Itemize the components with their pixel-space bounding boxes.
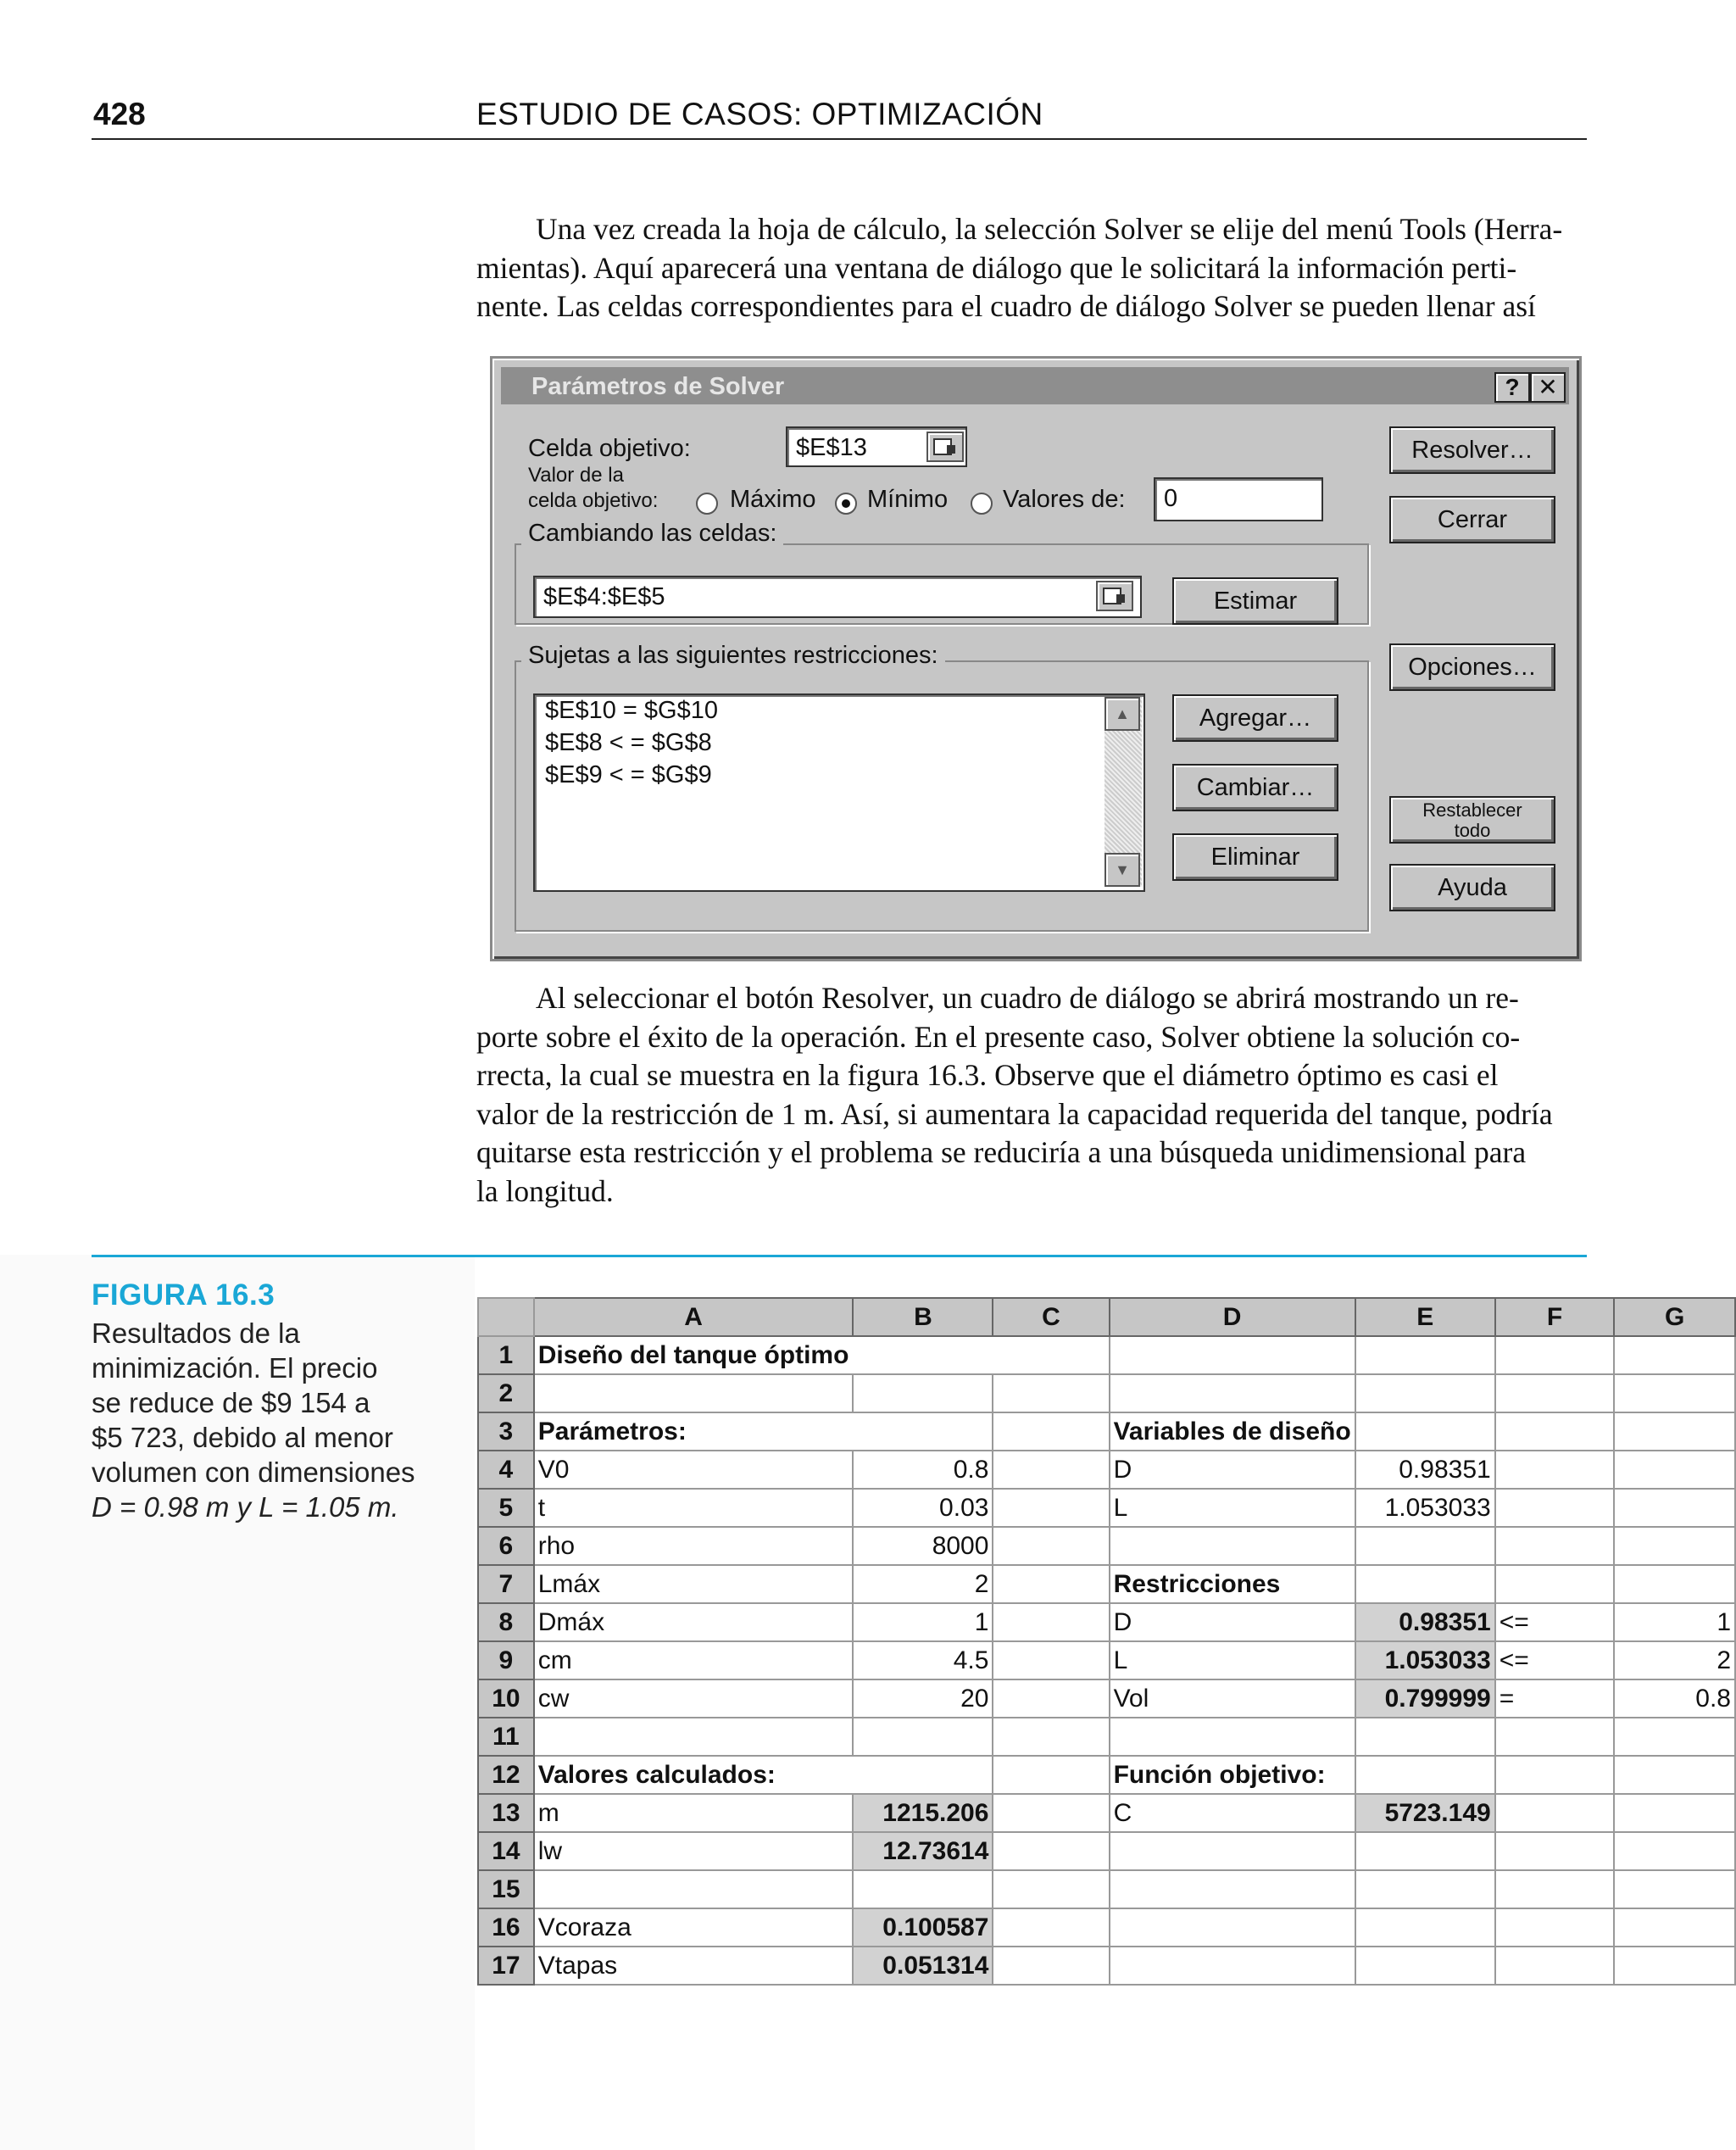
cell-e[interactable]: 0.799999: [1355, 1679, 1495, 1718]
restablecer-button[interactable]: [1389, 796, 1555, 844]
cell-a[interactable]: cm: [534, 1641, 854, 1679]
cell-d[interactable]: Variables de diseño: [1110, 1412, 1355, 1451]
cell-g[interactable]: [1614, 1832, 1735, 1870]
figure-caption: [92, 1316, 431, 1524]
cell-a[interactable]: t: [534, 1489, 854, 1527]
cell-g[interactable]: [1614, 1718, 1735, 1756]
cell-b[interactable]: [853, 1756, 993, 1794]
constraint-item[interactable]: $E$9 < = $G$9: [545, 761, 712, 788]
text-line: la longitud.: [476, 1173, 614, 1208]
cell-f[interactable]: [1495, 1718, 1615, 1756]
cell-e[interactable]: [1355, 1412, 1495, 1451]
page-number: 428: [93, 97, 146, 131]
row-header[interactable]: 3: [478, 1412, 534, 1451]
cell-f[interactable]: [1495, 1870, 1615, 1908]
cell-b[interactable]: 20: [853, 1679, 993, 1718]
table-row: [478, 1603, 1735, 1641]
table-row: [478, 1832, 1735, 1870]
table-row: [478, 1870, 1735, 1908]
row-header[interactable]: 10: [478, 1679, 534, 1718]
value-label-2: celda objetivo:: [528, 489, 659, 512]
ayuda-button[interactable]: Ayuda: [1389, 864, 1555, 911]
cell-f[interactable]: [1495, 1832, 1615, 1870]
cell-f[interactable]: <=: [1495, 1603, 1615, 1641]
column-header[interactable]: D: [1110, 1298, 1355, 1336]
cell-f[interactable]: [1495, 1412, 1615, 1451]
cell-g[interactable]: [1614, 1336, 1735, 1374]
row-header[interactable]: 5: [478, 1489, 534, 1527]
row-header[interactable]: 6: [478, 1527, 534, 1565]
cell-c[interactable]: [993, 1565, 1109, 1603]
cell-c[interactable]: [993, 1832, 1109, 1870]
constraint-item[interactable]: $E$8 < = $G$8: [545, 729, 712, 756]
row-header[interactable]: 15: [478, 1870, 534, 1908]
cell-b[interactable]: 4.5: [853, 1641, 993, 1679]
cell-a[interactable]: Parámetros:: [534, 1412, 854, 1451]
corner-cell[interactable]: [478, 1298, 534, 1336]
table-row: [478, 1451, 1735, 1489]
table-row: [478, 1679, 1735, 1718]
cell-f[interactable]: [1495, 1527, 1615, 1565]
table-row: [478, 1374, 1735, 1412]
caption-line: D = 0.98 m y L = 1.05 m.: [92, 1491, 399, 1523]
cell-b[interactable]: 1215.206: [853, 1794, 993, 1832]
table-row: [478, 1947, 1735, 1985]
cell-c[interactable]: [993, 1870, 1109, 1908]
caption-line: se reduce de $9 154 a: [92, 1387, 370, 1418]
cell-c[interactable]: [993, 1756, 1109, 1794]
table-row: [478, 1908, 1735, 1947]
constraints-list[interactable]: [533, 693, 1145, 892]
row-header[interactable]: 4: [478, 1451, 534, 1489]
table-row: [478, 1718, 1735, 1756]
cambiar-button[interactable]: Cambiar…: [1172, 764, 1338, 811]
cell-e[interactable]: [1355, 1718, 1495, 1756]
cell-a[interactable]: Vtapas: [534, 1947, 854, 1985]
text-line: quitarse esta restricción y el problema se reduciría a una búsqueda unidimensional para: [476, 1135, 1527, 1169]
cell-g[interactable]: 0.8: [1614, 1679, 1735, 1718]
cell-c[interactable]: [993, 1374, 1109, 1412]
text-line: porte sobre el éxito de la operación. En el presente caso, Solver obtiene la solución co-: [476, 1019, 1521, 1054]
cell-b[interactable]: [853, 1870, 993, 1908]
cell-b[interactable]: 12.73614: [853, 1832, 993, 1870]
cell-a[interactable]: Valores calculados:: [534, 1756, 854, 1794]
estimar-button[interactable]: Estimar: [1172, 577, 1338, 625]
cell-b[interactable]: 0.100587: [853, 1908, 993, 1947]
cell-e[interactable]: [1355, 1756, 1495, 1794]
intro-paragraph: [476, 210, 1583, 326]
text-line: Una vez creada la hoja de cálculo, la selección Solver se elije del menú Tools (Herra-: [536, 212, 1563, 246]
table-row: [478, 1336, 1735, 1374]
cell-d[interactable]: Función objetivo:: [1110, 1756, 1355, 1794]
scroll-down-icon[interactable]: ▼: [1104, 853, 1140, 887]
cell-c[interactable]: [993, 1489, 1109, 1527]
cell-f[interactable]: [1495, 1756, 1615, 1794]
value-of-value: 0: [1164, 485, 1178, 512]
cell-a[interactable]: [534, 1718, 854, 1756]
cell-d[interactable]: [1110, 1336, 1355, 1374]
restablecer-label-2: todo: [1454, 820, 1491, 841]
radio-max[interactable]: [696, 493, 718, 515]
cell-f[interactable]: [1495, 1374, 1615, 1412]
cell-g[interactable]: [1614, 1756, 1735, 1794]
cell-e[interactable]: 1.053033: [1355, 1641, 1495, 1679]
cell-c[interactable]: [993, 1451, 1109, 1489]
cell-b[interactable]: 8000: [853, 1527, 993, 1565]
cell-d[interactable]: [1110, 1527, 1355, 1565]
cell-g[interactable]: [1614, 1794, 1735, 1832]
cell-e[interactable]: [1355, 1527, 1495, 1565]
caption-line: Resultados de la: [92, 1317, 300, 1349]
cell-b[interactable]: 2: [853, 1565, 993, 1603]
collapse-dialog-icon[interactable]: [1096, 581, 1133, 611]
cell-a[interactable]: Vcoraza: [534, 1908, 854, 1947]
cell-b[interactable]: 1: [853, 1603, 993, 1641]
radio-min-label: Mínimo: [867, 486, 949, 513]
body-paragraph: [476, 979, 1583, 1211]
cell-d[interactable]: L: [1110, 1641, 1355, 1679]
cell-e[interactable]: 1.053033: [1355, 1489, 1495, 1527]
row-header[interactable]: 17: [478, 1947, 534, 1985]
row-header[interactable]: 12: [478, 1756, 534, 1794]
row-header[interactable]: 16: [478, 1908, 534, 1947]
dialog-title: Parámetros de Solver: [531, 373, 785, 400]
cell-d[interactable]: [1110, 1947, 1355, 1985]
cell-c[interactable]: [993, 1336, 1109, 1374]
restablecer-label-1: Restablecer: [1422, 799, 1522, 821]
table-row: [478, 1489, 1735, 1527]
collapse-dialog-icon[interactable]: [926, 432, 964, 462]
figure-label: FIGURA 16.3: [92, 1278, 275, 1312]
cell-g[interactable]: [1614, 1527, 1735, 1565]
cell-b[interactable]: [853, 1336, 993, 1374]
column-header[interactable]: B: [853, 1298, 993, 1336]
cell-d[interactable]: [1110, 1374, 1355, 1412]
row-header[interactable]: 9: [478, 1641, 534, 1679]
cell-g[interactable]: 1: [1614, 1603, 1735, 1641]
changing-cells-label: Cambiando las celdas:: [521, 520, 783, 548]
scroll-up-icon[interactable]: ▲: [1104, 697, 1140, 731]
running-title: ESTUDIO DE CASOS: OPTIMIZACIÓN: [476, 97, 1043, 131]
row-header[interactable]: 11: [478, 1718, 534, 1756]
text-line: rrecta, la cual se muestra en la figura 16.3. Observe que el diámetro óptimo es casi el: [476, 1058, 1499, 1092]
cell-c[interactable]: [993, 1718, 1109, 1756]
cell-d[interactable]: [1110, 1718, 1355, 1756]
cell-a[interactable]: Dmáx: [534, 1603, 854, 1641]
table-row: [478, 1794, 1735, 1832]
caption-line: minimización. El precio: [92, 1352, 378, 1384]
cell-d[interactable]: [1110, 1908, 1355, 1947]
cell-g[interactable]: [1614, 1908, 1735, 1947]
cell-e[interactable]: [1355, 1908, 1495, 1947]
cell-d[interactable]: D: [1110, 1451, 1355, 1489]
text-line: Al seleccionar el botón Resolver, un cuadro de diálogo se abrirá mostrando un re-: [536, 981, 1519, 1015]
cell-c[interactable]: [993, 1412, 1109, 1451]
value-label-1: Valor de la: [528, 464, 624, 487]
radio-min[interactable]: [835, 493, 857, 515]
cell-e[interactable]: 0.98351: [1355, 1451, 1495, 1489]
cell-f[interactable]: [1495, 1565, 1615, 1603]
row-header[interactable]: 2: [478, 1374, 534, 1412]
agregar-button[interactable]: Agregar…: [1172, 694, 1338, 742]
text-line: nente. Las celdas correspondientes para el cuadro de diálogo Solver se pueden llenar así: [476, 289, 1536, 323]
eliminar-button[interactable]: Eliminar: [1172, 833, 1338, 881]
cell-b[interactable]: 0.03: [853, 1489, 993, 1527]
cell-d[interactable]: [1110, 1832, 1355, 1870]
column-header-row: [478, 1298, 1735, 1336]
cell-e[interactable]: [1355, 1947, 1495, 1985]
cell-a[interactable]: [534, 1870, 854, 1908]
value-of-input[interactable]: [1154, 477, 1323, 521]
cell-c[interactable]: [993, 1679, 1109, 1718]
cell-g[interactable]: 2: [1614, 1641, 1735, 1679]
cell-g[interactable]: [1614, 1870, 1735, 1908]
table-row: [478, 1412, 1735, 1451]
row-header[interactable]: 13: [478, 1794, 534, 1832]
row-header[interactable]: 1: [478, 1336, 534, 1374]
solver-dialog: [490, 356, 1582, 961]
scrollbar[interactable]: [1104, 697, 1142, 887]
changing-cells-value: $E$4:$E$5: [543, 583, 665, 610]
cell-e[interactable]: [1355, 1832, 1495, 1870]
table-row: [478, 1641, 1735, 1679]
cell-a[interactable]: V0: [534, 1451, 854, 1489]
cell-d[interactable]: C: [1110, 1794, 1355, 1832]
cell-b[interactable]: 0.051314: [853, 1947, 993, 1985]
cell-b[interactable]: [853, 1412, 993, 1451]
cell-c[interactable]: [993, 1947, 1109, 1985]
radio-value-label: Valores de:: [1003, 486, 1126, 513]
cell-c[interactable]: [993, 1794, 1109, 1832]
cerrar-button[interactable]: Cerrar: [1389, 496, 1555, 543]
cell-f[interactable]: [1495, 1794, 1615, 1832]
row-header[interactable]: 7: [478, 1565, 534, 1603]
column-header[interactable]: C: [993, 1298, 1109, 1336]
cell-b[interactable]: [853, 1718, 993, 1756]
cell-a[interactable]: cw: [534, 1679, 854, 1718]
radio-max-label: Máximo: [730, 486, 816, 513]
cell-a[interactable]: rho: [534, 1527, 854, 1565]
cell-d[interactable]: [1110, 1870, 1355, 1908]
dialog-titlebar: [501, 367, 1569, 404]
cell-f[interactable]: <=: [1495, 1641, 1615, 1679]
cell-b[interactable]: 0.8: [853, 1451, 993, 1489]
page-header: [92, 92, 1587, 140]
text-line: valor de la restricción de 1 m. Así, si aumentara la capacidad requerida del tanque, podría: [476, 1096, 1553, 1131]
cell-f[interactable]: [1495, 1451, 1615, 1489]
constraints-label: Sujetas a las siguientes restricciones:: [521, 642, 945, 670]
column-header[interactable]: G: [1614, 1298, 1735, 1336]
opciones-button[interactable]: Opciones…: [1389, 643, 1555, 691]
cell-d[interactable]: Restricciones: [1110, 1565, 1355, 1603]
resolver-button[interactable]: Resolver…: [1389, 426, 1555, 474]
cell-e[interactable]: [1355, 1870, 1495, 1908]
target-cell-value: $E$13: [796, 434, 867, 461]
cell-e[interactable]: [1355, 1336, 1495, 1374]
cell-e[interactable]: [1355, 1374, 1495, 1412]
cell-f[interactable]: [1495, 1908, 1615, 1947]
cell-e[interactable]: [1355, 1565, 1495, 1603]
cell-b[interactable]: [853, 1374, 993, 1412]
cell-a[interactable]: Diseño del tanque óptimo: [534, 1336, 854, 1374]
cell-g[interactable]: [1614, 1565, 1735, 1603]
cell-c[interactable]: [993, 1641, 1109, 1679]
close-icon[interactable]: ✕: [1530, 372, 1566, 403]
cell-c[interactable]: [993, 1908, 1109, 1947]
row-header[interactable]: 14: [478, 1832, 534, 1870]
cell-d[interactable]: D: [1110, 1603, 1355, 1641]
cell-f[interactable]: [1495, 1336, 1615, 1374]
cell-a[interactable]: m: [534, 1794, 854, 1832]
cell-g[interactable]: [1614, 1374, 1735, 1412]
changing-cells-input[interactable]: [533, 576, 1142, 618]
column-header[interactable]: A: [534, 1298, 854, 1336]
row-header[interactable]: 8: [478, 1603, 534, 1641]
cell-f[interactable]: [1495, 1947, 1615, 1985]
target-cell-label: Celda objetivo:: [528, 435, 691, 462]
table-row: [478, 1565, 1735, 1603]
column-header[interactable]: F: [1495, 1298, 1615, 1336]
cell-g[interactable]: [1614, 1489, 1735, 1527]
caption-line: volumen con dimensiones: [92, 1457, 415, 1488]
cell-g[interactable]: [1614, 1412, 1735, 1451]
table-row: [478, 1756, 1735, 1794]
cell-c[interactable]: [993, 1603, 1109, 1641]
text-line: mientas). Aquí aparecerá una ventana de diálogo que le solicitará la información perti-: [476, 250, 1517, 285]
cell-a[interactable]: Lmáx: [534, 1565, 854, 1603]
caption-line: $5 723, debido al menor: [92, 1422, 393, 1453]
cell-e[interactable]: 5723.149: [1355, 1794, 1495, 1832]
cell-f[interactable]: =: [1495, 1679, 1615, 1718]
spreadsheet: [477, 1297, 1736, 1986]
help-icon[interactable]: ?: [1494, 372, 1530, 403]
cell-c[interactable]: [993, 1527, 1109, 1565]
cell-a[interactable]: [534, 1374, 854, 1412]
figure-rule: [92, 1255, 1587, 1257]
column-header[interactable]: E: [1355, 1298, 1495, 1336]
cell-e[interactable]: 0.98351: [1355, 1603, 1495, 1641]
table-row: [478, 1527, 1735, 1565]
cell-d[interactable]: Vol: [1110, 1679, 1355, 1718]
cell-d[interactable]: L: [1110, 1489, 1355, 1527]
constraint-item[interactable]: $E$10 = $G$10: [545, 697, 718, 724]
cell-g[interactable]: [1614, 1451, 1735, 1489]
cell-f[interactable]: [1495, 1489, 1615, 1527]
cell-g[interactable]: [1614, 1947, 1735, 1985]
cell-a[interactable]: lw: [534, 1832, 854, 1870]
radio-value[interactable]: [971, 493, 993, 515]
